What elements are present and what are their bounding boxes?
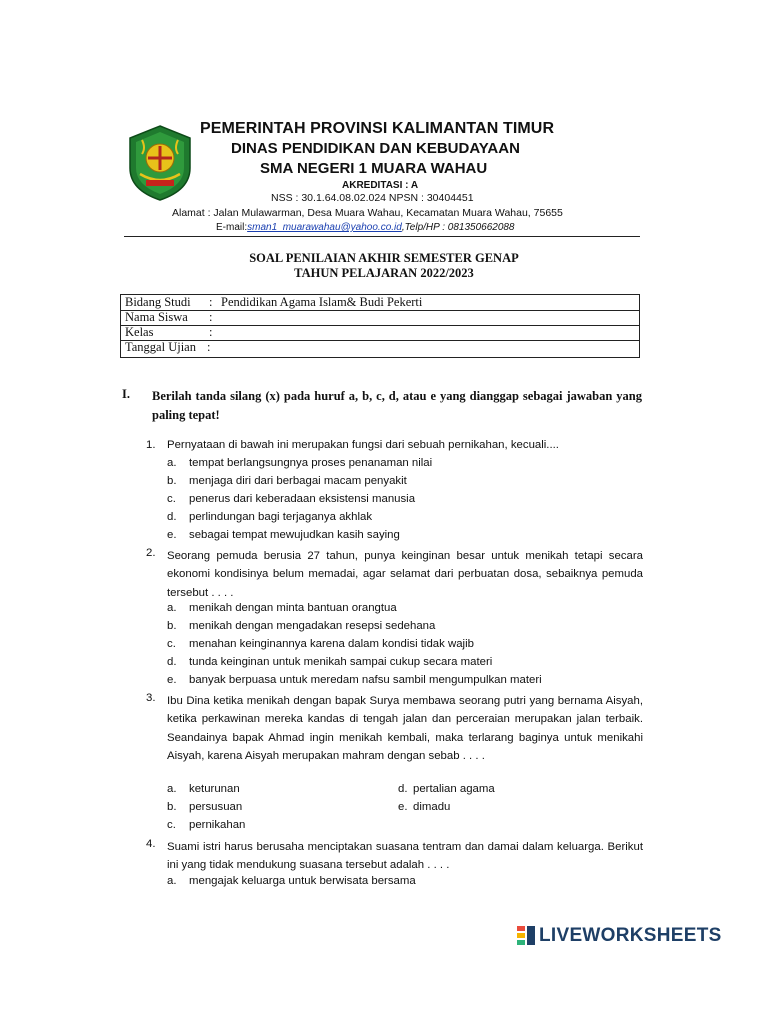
letterhead-department: DINAS PENDIDIKAN DAN KEBUDAYAAN	[231, 140, 520, 157]
exam-year: TAHUN PELAJARAN 2022/2023	[294, 266, 474, 280]
option-text: mengajak keluarga untuk berwisata bersama	[189, 875, 416, 887]
letterhead-school: SMA NEGERI 1 MUARA WAHAU	[260, 160, 488, 177]
info-label: Bidang Studi	[125, 295, 191, 309]
option-letter[interactable]: a.	[167, 875, 177, 887]
option-text: menikah dengan minta bantuan orangtua	[189, 602, 397, 614]
exam-title: SOAL PENILAIAN AKHIR SEMESTER GENAP	[249, 251, 519, 265]
info-colon: :	[207, 340, 211, 354]
letterhead-accreditation: AKREDITASI : A	[342, 180, 419, 191]
option-text: persusuan	[189, 801, 243, 813]
option-letter[interactable]: e.	[167, 529, 177, 541]
phone-text: ,Telp/HP : 081350662088	[401, 222, 515, 233]
option-letter[interactable]: b.	[167, 801, 177, 813]
option-text: perlindungan bagi terjaganya akhlak	[189, 511, 373, 523]
student-info-table	[120, 294, 640, 358]
option-letter[interactable]: e.	[167, 674, 177, 686]
option-letter[interactable]: b.	[167, 475, 177, 487]
option-text: keturunan	[189, 783, 240, 795]
option-text: tunda keinginan untuk menikah sampai cukup secara materi	[189, 656, 493, 668]
option-letter[interactable]: a.	[167, 457, 177, 469]
liveworksheets-watermark	[517, 924, 722, 948]
option-text: menahan keinginannya karena dalam kondisi tidak wajib	[189, 638, 474, 650]
option-text: sebagai tempat mewujudkan kasih saying	[189, 529, 400, 541]
option-letter[interactable]: c.	[167, 493, 176, 505]
option-letter[interactable]: a.	[167, 602, 177, 614]
info-colon: :	[209, 325, 213, 339]
email-link[interactable]: sman1_muarawahau@yahoo.co.id	[247, 222, 402, 233]
option-text: pernikahan	[189, 819, 246, 831]
option-text: banyak berpuasa untuk meredam nafsu sambil mengumpulkan materi	[189, 674, 542, 686]
question-number: 3.	[146, 692, 156, 704]
info-row	[121, 310, 639, 326]
letterhead-province: PEMERINTAH PROVINSI KALIMANTAN TIMUR	[200, 120, 555, 137]
email-label: E-mail:	[216, 222, 248, 233]
provincial-emblem-logo	[126, 124, 194, 202]
option-letter[interactable]: e.	[398, 801, 408, 813]
option-text: dimadu	[413, 801, 451, 813]
info-label: Tanggal Ujian	[125, 340, 196, 354]
option-text: menikah dengan mengadakan resepsi sedehana	[189, 620, 436, 632]
option-text: pertalian agama	[413, 783, 495, 795]
option-letter[interactable]: c.	[167, 638, 176, 650]
option-text: penerus dari keberadaan eksistensi manusia	[189, 493, 416, 505]
letterhead-divider	[124, 236, 640, 237]
info-colon: :	[209, 295, 213, 309]
letterhead-address: Alamat : Jalan Mulawarman, Desa Muara Wahau, Kecamatan Muara Wahau, 75655	[172, 207, 563, 219]
info-row	[121, 325, 639, 341]
info-row	[121, 295, 639, 311]
question-text: Suami istri harus berusaha menciptakan suasana tentram dan damai dalam keluarga. Berikut ini yang tidak mendukung suasana tersebut adalah . . . .	[167, 841, 643, 872]
question-number: 4.	[146, 838, 156, 850]
section-instruction: Berilah tanda silang (x) pada huruf a, b, c, d, atau e yang dianggap sebagai jawaban yang paling tepat!	[152, 389, 642, 422]
watermark-text: LIVEWORKSHEETS	[539, 925, 722, 946]
letterhead-contact	[216, 222, 515, 233]
option-text: menjaga diri dari berbagai macam penyakit	[189, 475, 407, 487]
question-text: Seorang pemuda berusia 27 tahun, punya keinginan besar untuk menikah tetapi secara ekonomi kondisinya belum memadai, agar selamat dari perbuatan dosa, sebaiknya pemuda tersebut . . . .	[167, 550, 643, 599]
info-row	[121, 340, 639, 355]
option-letter[interactable]: c.	[167, 819, 176, 831]
info-value[interactable]: Pendidikan Agama Islam& Budi Pekerti	[221, 295, 423, 309]
question-number: 2.	[146, 547, 156, 559]
section-number: I.	[122, 387, 130, 401]
option-letter[interactable]: b.	[167, 620, 177, 632]
option-letter[interactable]: d.	[167, 656, 177, 668]
option-text: tempat berlangsungnya proses penanaman nilai	[189, 457, 433, 469]
option-letter[interactable]: d.	[167, 511, 177, 523]
letterhead-ids: NSS : 30.1.64.08.02.024 NPSN : 30404451	[271, 192, 474, 204]
option-letter[interactable]: a.	[167, 783, 177, 795]
liveworksheets-logo-icon	[517, 926, 535, 946]
question-number: 1.	[146, 439, 156, 451]
question-text: Ibu Dina ketika menikah dengan bapak Surya membawa seorang putri yang bernama Aisyah, ketika perkawinan mereka kandas di tengah jalan dan perceraian merupakan jalan terbaik. Seandainya bapak Ahmad ingin menikah kembali, maka terlarang baginya untuk menikahi Aisyah, karena Aisyah merupakan mahram dengan sebab . . . .	[167, 695, 643, 762]
info-label: Nama Siswa	[125, 310, 188, 324]
option-letter[interactable]: d.	[398, 783, 408, 795]
info-colon: :	[209, 310, 213, 324]
info-label: Kelas	[125, 325, 154, 339]
question-text: Pernyataan di bawah ini merupakan fungsi dari sebuah pernikahan, kecuali....	[167, 439, 559, 451]
